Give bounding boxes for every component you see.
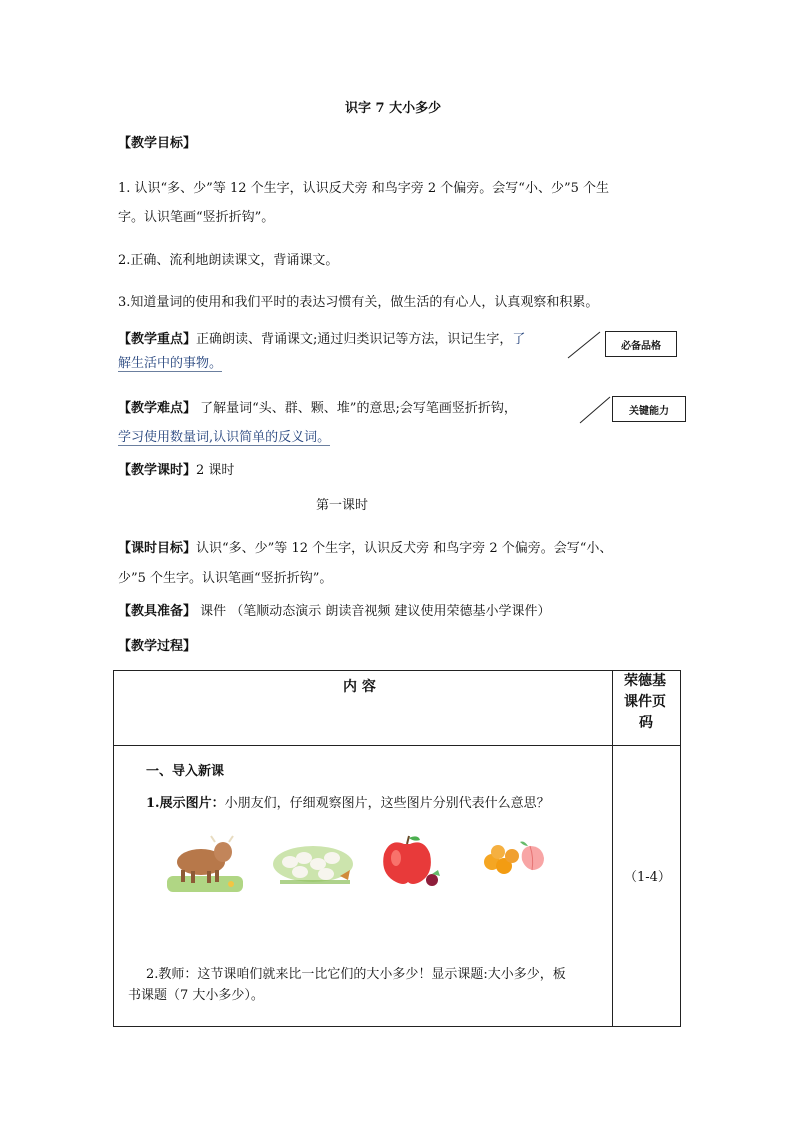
- key-points-text: 正确朗读、背诵课文;通过归类识记等方法，识记生字，: [196, 332, 513, 347]
- difficulties-line-2: 学习使用数量词,认识简单的反义词。: [118, 426, 330, 446]
- objectives-heading: 【教学目标】: [118, 136, 197, 151]
- key-points-label: 【教学重点】: [118, 332, 197, 347]
- difficulties-line-1: [118, 397, 517, 416]
- hours-value: 2 课时: [196, 463, 235, 478]
- section-heading: 一、导入新课: [146, 764, 225, 779]
- hours-line: [118, 459, 234, 478]
- fruits-image: [480, 838, 552, 878]
- objective-line-4: 3.知道量词的使用和我们平时的表达习惯有关，做生活的有心人，认真观察和积累。: [118, 295, 599, 310]
- table-border-header: [113, 745, 681, 746]
- difficulties-tag: 关键能力: [612, 396, 686, 422]
- apple-image: [376, 834, 448, 890]
- lesson-goal-label: 【课时目标】: [118, 541, 197, 556]
- ducks-image: [270, 836, 356, 888]
- materials-line: [118, 600, 551, 619]
- cow-image: [165, 828, 245, 894]
- difficulties-text: 了解量词“头、群、颗、堆”的意思;会写笔画竖折折钩，: [196, 401, 517, 416]
- table-border-bottom: [113, 1026, 681, 1027]
- table-border-left: [113, 670, 114, 1027]
- table-header-page-line-1: 荣德基: [624, 673, 666, 689]
- key-points-tag: 必备品格: [605, 331, 677, 357]
- table-header-content: 内 容: [343, 679, 376, 695]
- materials-label: 【教具准备】: [118, 604, 197, 619]
- table-border-right: [680, 670, 681, 1027]
- step-2-line-1: 2.教师：这节课咱们就来比一比它们的大小多少！显示课题:大小多少，板: [146, 967, 566, 982]
- objective-line-1: 1. 认识“多、少”等 12 个生字，认识反犬旁 和鸟字旁 2 个偏旁。会写“小、少”5 个生: [118, 181, 609, 196]
- materials-value: 课件 （笔顺动态演示 朗读音视频 建议使用荣德基小学课件）: [196, 604, 551, 619]
- key-points-tail: 了: [512, 332, 526, 347]
- lesson-goal-line-2: 少”5 个生字。认识笔画“竖折折钩”。: [118, 571, 333, 586]
- hours-label: 【教学课时】: [118, 463, 197, 478]
- key-points-line-1: [118, 328, 525, 347]
- lesson-goal-text: 认识“多、少”等 12 个生字，认识反犬旁 和鸟字旁 2 个偏旁。会写“小、: [196, 541, 613, 556]
- objective-line-3: 2.正确、流利地朗读课文，背诵课文。: [118, 253, 339, 268]
- table-border-top: [113, 670, 681, 671]
- step-1-label: 1.展示图片：: [146, 796, 225, 811]
- lesson-title: 第一课时: [316, 498, 369, 513]
- lesson-goal-line-1: [118, 537, 612, 556]
- process-heading: 【教学过程】: [118, 639, 197, 654]
- page-reference: （1-4）: [624, 870, 671, 885]
- table-header-page-line-3: 码: [639, 715, 653, 731]
- step-2-line-2: 书课题（7 大小多少）。: [128, 988, 264, 1003]
- table-header-page-line-2: 课件页: [624, 694, 666, 710]
- key-points-line-2: 解生活中的事物。: [118, 352, 222, 372]
- step-1-line: [146, 792, 550, 811]
- step-1-text: 小朋友们，仔细观察图片，这些图片分别代表什么意思？: [224, 796, 550, 811]
- difficulties-callout-line: [578, 395, 614, 425]
- table-border-divider: [612, 670, 613, 1027]
- objective-line-2: 字。认识笔画“竖折折钩”。: [118, 210, 275, 225]
- page-title: 识字 7 大小多少: [345, 101, 442, 116]
- difficulties-label: 【教学难点】: [118, 401, 197, 416]
- key-points-callout-line: [566, 330, 606, 360]
